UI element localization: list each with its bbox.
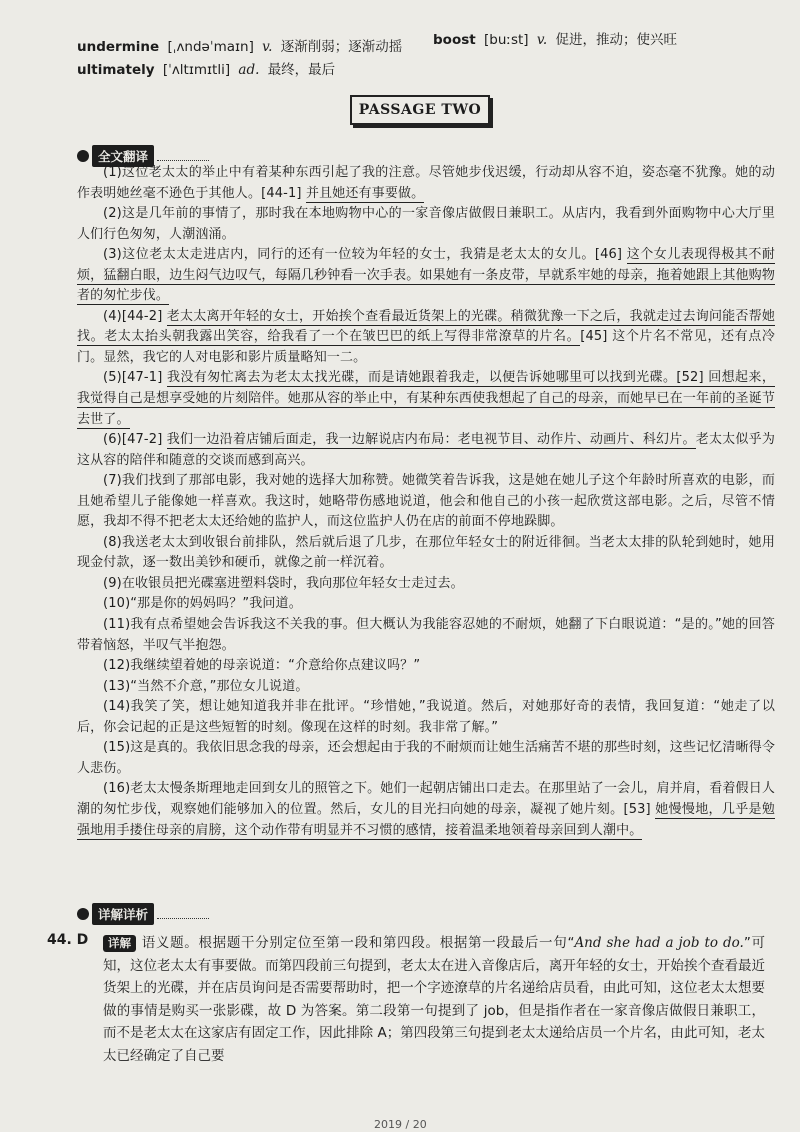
vocab-meaning: 促进，推动；使兴旺 <box>555 32 677 48</box>
vocab-entry-undermine <box>77 37 402 57</box>
paragraph-text: (13)“当然不介意，”那位女儿说道。 <box>103 678 309 694</box>
translation-paragraph <box>77 738 775 779</box>
paragraph-text: (2)这是几年前的事情了，那时我在本地购物中心的一家音像店做假日兼职工。从店内，我看到外面购物中心大厅里人们行色匆匆，人潮汹涌。 <box>77 206 775 242</box>
section-label: 详解详析 <box>92 903 154 925</box>
answer-explanation <box>103 932 765 1068</box>
bullet-icon <box>77 908 89 920</box>
answer-rest: ”可知，这位老太太有事要做。而第四段前三句提到，老太太在进入音像店后，离开年轻的女士，开始挨个查看最近货架上的光碟，并在店员询问是否需要帮助时，把一个字迹潦草的片名递给店员看，由此可知，这位老太太想要做的事情是购买一张影碟，故 D 为答案。第二段第一句提到了 job，但是指作者在一家音像店做假日兼职工，而不是老太太在这家店有固定工作，因此排除 A；第四段第三句提到老太太递给店员一个片名，由此可知，老太太已经确定了自己要 <box>103 935 765 1064</box>
translation-paragraph <box>77 697 775 738</box>
underlined-answer-text: 她慢慢地，几乎是勉强地用手搂住母亲的肩膀，这个动作带有明显并不习惯的感情，接着温柔地领着母亲回到人潮中。 <box>77 801 775 838</box>
answer-lead: 语义题。根据题干分别定位至第一段和第四段。根据第一段最后一句“ <box>141 935 575 951</box>
paragraph-text: (6)[47-2] <box>103 432 167 448</box>
vocab-word: ultimately <box>77 62 155 78</box>
underlined-answer-text: 我没有匆忙离去为老太太找光碟，而是请她跟着我走，以便告诉她哪里可以找到光碟。[52] 回想起来，我觉得自己是想享受她的片刻陪伴。她那从容的举止中，有某种东西使我想起了自己的母亲，而她早已在一年前的圣诞节去世了。 <box>77 370 775 427</box>
translation-paragraph <box>77 656 775 677</box>
translation-paragraph <box>77 245 775 307</box>
underlined-answer-text: 老太太离开年轻的女士，开始挨个查看最近货架上的光碟。稍微犹豫一下之后，我就走过去询问能否帮她找。老太太抬头朝我露出笑容，给我看了一个在皱巴巴的纸上写得非常潦草的片名。 <box>77 308 775 345</box>
paragraph-text: (5)[47-1] <box>103 370 167 386</box>
vocab-phonetic: [buːst] <box>484 32 529 48</box>
paragraph-text-tail: [45] 这个片名不常见，还有点冷门。显然，我它的人对电影和影片质量略知一二。 <box>77 329 775 365</box>
vocab-meaning: 逐渐削弱；逐渐动摇 <box>280 39 403 55</box>
passage-title: PASSAGE TWO <box>350 95 490 125</box>
translation-paragraph <box>77 163 775 204</box>
paragraph-text: (11)我有点希望她会告诉我这不关我的事。但大概认为我能容忍她的不耐烦，她翻了下白眼说道：“是的。”她的回答带着恼怒，半叹气半抱怨。 <box>77 617 775 653</box>
vocab-meaning: 最终，最后 <box>267 62 336 78</box>
vocab-word: undermine <box>77 39 160 55</box>
paragraph-text: (12)我继续望着她的母亲说道：“介意给你点建议吗？” <box>103 658 421 674</box>
vocab-pos: v. <box>262 39 273 55</box>
translation-body <box>77 163 775 841</box>
answer-quote: And she had a job to do. <box>574 935 744 951</box>
paragraph-text: (4)[44-2] <box>103 308 167 324</box>
vocab-phonetic: [ˌʌndəˈmaɪn] <box>167 39 254 55</box>
translation-paragraph <box>77 204 775 245</box>
answer-number: 44. D <box>47 932 89 948</box>
translation-paragraph <box>77 677 775 698</box>
paragraph-text: (14)我笑了笑，想让她知道我并非在批评。“珍惜她，”我说道。然后，对她那好奇的表情，我回复道：“她走了以后，你会记起的正是这些短暂的时刻。像现在这样的时刻。我非常了解。” <box>77 699 775 735</box>
paragraph-text: (10)“那是你的妈妈吗？”我问道。 <box>103 596 302 612</box>
paragraph-text: (8)我送老太太到收银台前排队，然后就后退了几步，在那位年轻女士的附近徘徊。当老太太排的队轮到她时，她用现金付款，逐一数出美钞和硬币，就像之前一样沉着。 <box>77 534 775 571</box>
page-number: 2019 / 20 <box>374 1118 427 1131</box>
translation-paragraph <box>77 779 775 841</box>
vocab-pos: ad. <box>238 62 260 78</box>
detail-tag: 详解 <box>103 935 136 952</box>
translation-paragraph <box>77 368 775 430</box>
translation-paragraph <box>77 594 775 615</box>
paragraph-text: (7)我们找到了那部电影，我对她的选择大加称赞。她微笑着告诉我，这是她在她儿子这个年龄时所喜欢的电影，而且她希望儿子能像她一样喜欢。我这时，她略带伤感地说道，他会和他自己的小孩一起欣赏这部电影。之后，尽管不情愿，我却不得不把老太太还给她的监护人，而这位监护人仍在店的前面不停地跺脚。 <box>77 473 775 530</box>
translation-paragraph <box>77 533 775 574</box>
underlined-answer-text: 这个女儿表现得极其不耐烦，猛翻白眼，边生闷气边叹气，每隔几秒钟看一次手表。如果她有一条皮带，早就系牢她的母亲，拖着她跟上其他购物者的匆忙步伐。 <box>77 247 775 304</box>
vocab-word: boost <box>433 32 476 48</box>
translation-paragraph <box>77 574 775 595</box>
paragraph-text-tail: 老太太似乎为这从容的陪伴和随意的交谈而感到高兴。 <box>77 432 775 468</box>
section-header-analysis <box>77 903 209 925</box>
dotted-divider <box>157 910 209 919</box>
paragraph-text: (15)这是真的。我依旧思念我的母亲，还会想起由于我的不耐烦而让她生活痛苦不堪的那些时刻，这些记忆清晰得令人悲伤。 <box>77 740 775 776</box>
paragraph-text: (9)在收银员把光碟塞进塑料袋时，我向那位年轻女士走过去。 <box>103 575 464 591</box>
paragraph-text: (1)这位老太太的举止中有着某种东西引起了我的注意。尽管她步伐迟缓，行动却从容不迫，姿态毫不犹豫。她的动作表明她丝毫不逊色于其他人。[44-1] <box>77 165 775 201</box>
paragraph-text: (16)老太太慢条斯理地走回到女儿的照管之下。她们一起朝店铺出口走去。在那里站了一会儿，肩并肩，看着假日人潮的匆忙步伐，观察她们能够加入的位置。然后，女儿的目光扫向她的母亲，凝视了她片刻。[53] <box>77 781 775 817</box>
vocab-pos: v. <box>536 32 548 48</box>
translation-paragraph <box>77 471 775 533</box>
translation-paragraph <box>77 307 775 369</box>
bullet-icon <box>77 150 89 162</box>
underlined-answer-text: 我们一边沿着店铺后面走，我一边解说店内布局：老电视节目、动作片、动画片、科幻片。 <box>166 432 696 448</box>
vocab-entry-ultimately <box>77 60 335 80</box>
translation-paragraph <box>77 430 775 471</box>
section-label: 全文翻译 <box>92 145 154 167</box>
paragraph-text: (3)这位老太太走进店内，同行的还有一位较为年轻的女士，我猜是老太太的女儿。[46] <box>103 247 627 263</box>
vocab-entry-boost <box>433 30 677 50</box>
underlined-answer-text: 并且她还有事要做。 <box>305 185 425 201</box>
dotted-divider <box>157 152 209 161</box>
vocab-phonetic: [ˈʌltɪmɪtli] <box>162 62 231 78</box>
translation-paragraph <box>77 615 775 656</box>
